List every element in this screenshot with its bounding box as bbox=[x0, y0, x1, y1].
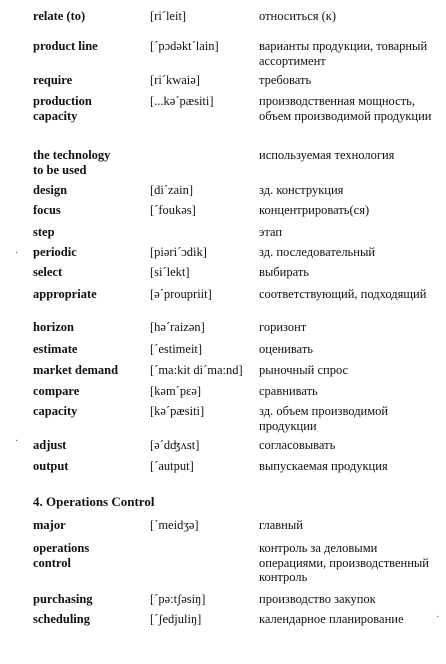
vocab-pronunciation: [´pɔdəkt´lain] bbox=[150, 39, 219, 53]
vocab-term: market demand bbox=[33, 363, 119, 377]
vocab-term: compare bbox=[33, 384, 80, 398]
vocab-translation: зд. последовательный bbox=[259, 245, 376, 259]
vocab-pronunciation: [´autput] bbox=[150, 459, 194, 473]
vocab-pronunciation: [piəri´ɔdik] bbox=[150, 245, 207, 259]
vocab-translation: контроль за деловыми операциями, производственный контроль bbox=[259, 541, 430, 584]
vocab-pronunciation: [´ma:kit di´ma:nd] bbox=[150, 363, 243, 377]
vocab-pronunciation: [ə´dʤʌst] bbox=[150, 438, 200, 452]
vocab-term: capacity bbox=[33, 404, 78, 418]
vocab-term: horizon bbox=[33, 320, 74, 334]
vocab-term: appropriate bbox=[33, 287, 97, 301]
vocab-translation: соответствующий, подходящий bbox=[259, 287, 427, 301]
margin-dot: · bbox=[15, 248, 19, 259]
vocab-pronunciation: [hə´raizən] bbox=[150, 320, 205, 334]
vocab-translation: зд. объем производимой продукции bbox=[259, 404, 389, 433]
vocab-translation: относиться (к) bbox=[259, 9, 337, 23]
vocab-translation: варианты продукции, товарный ассортимент bbox=[259, 39, 428, 68]
vocab-translation: горизонт bbox=[259, 320, 307, 334]
vocab-translation: зд. конструкция bbox=[259, 183, 344, 197]
vocab-translation: согласовывать bbox=[259, 438, 336, 452]
vocab-translation: используемая технология bbox=[259, 148, 395, 162]
vocab-pronunciation: [kəm´pɛə] bbox=[150, 384, 202, 398]
vocab-translation: выбирать bbox=[259, 265, 309, 279]
vocab-term: relate (to) bbox=[33, 9, 86, 23]
vocab-term: major bbox=[33, 518, 66, 532]
vocab-term: estimate bbox=[33, 342, 78, 356]
vocab-translation: календарное планирование bbox=[259, 612, 404, 626]
vocab-pronunciation: [...kə´pæsiti] bbox=[150, 94, 214, 108]
vocab-pronunciation: [´meidʒə] bbox=[150, 518, 199, 532]
vocab-translation: требовать bbox=[259, 73, 312, 87]
vocab-translation: оценивать bbox=[259, 342, 313, 356]
margin-dot: · bbox=[15, 436, 19, 447]
vocab-term: output bbox=[33, 459, 69, 473]
vocab-translation: главный bbox=[259, 518, 303, 532]
vocab-term: product line bbox=[33, 39, 98, 53]
vocab-pronunciation: [ri´kwaiə] bbox=[150, 73, 200, 87]
vocab-pronunciation: [´estimeit] bbox=[150, 342, 203, 356]
vocab-term: periodic bbox=[33, 245, 77, 259]
margin-dot: · bbox=[436, 612, 440, 623]
vocab-translation: этап bbox=[259, 225, 283, 239]
vocab-pronunciation: [´pə:tʃəsiŋ] bbox=[150, 592, 206, 606]
vocab-pronunciation: [´foukəs] bbox=[150, 203, 196, 217]
vocab-term: select bbox=[33, 265, 63, 279]
vocab-translation: концентрировать(ся) bbox=[259, 203, 370, 217]
vocab-translation: производство закупок bbox=[259, 592, 376, 606]
vocab-term: operations control bbox=[33, 541, 90, 570]
vocab-pronunciation: [si´lekt] bbox=[150, 265, 190, 279]
vocab-term: step bbox=[33, 225, 55, 239]
vocab-pronunciation: [di´zain] bbox=[150, 183, 194, 197]
vocab-term: scheduling bbox=[33, 612, 90, 626]
vocab-term: the technology to be used bbox=[33, 148, 111, 177]
vocab-translation: рыночный спрос bbox=[259, 363, 349, 377]
vocab-pronunciation: [kə´pæsiti] bbox=[150, 404, 205, 418]
vocab-translation: сравнивать bbox=[259, 384, 318, 398]
vocab-pronunciation: [ri´leit] bbox=[150, 9, 187, 23]
vocab-translation: выпускаемая продукция bbox=[259, 459, 388, 473]
vocab-term: focus bbox=[33, 203, 61, 217]
vocab-term: adjust bbox=[33, 438, 67, 452]
section-heading: 4. Operations Control bbox=[33, 494, 155, 509]
vocab-term: production capacity bbox=[33, 94, 92, 123]
vocab-term: purchasing bbox=[33, 592, 93, 606]
vocab-term: design bbox=[33, 183, 68, 197]
vocab-pronunciation: [´ʃedjuliŋ] bbox=[150, 612, 202, 626]
vocab-term: require bbox=[33, 73, 73, 87]
vocab-translation: производственная мощность, объем производимой продукции bbox=[259, 94, 432, 123]
vocab-pronunciation: [ə´proupriit] bbox=[150, 287, 212, 301]
